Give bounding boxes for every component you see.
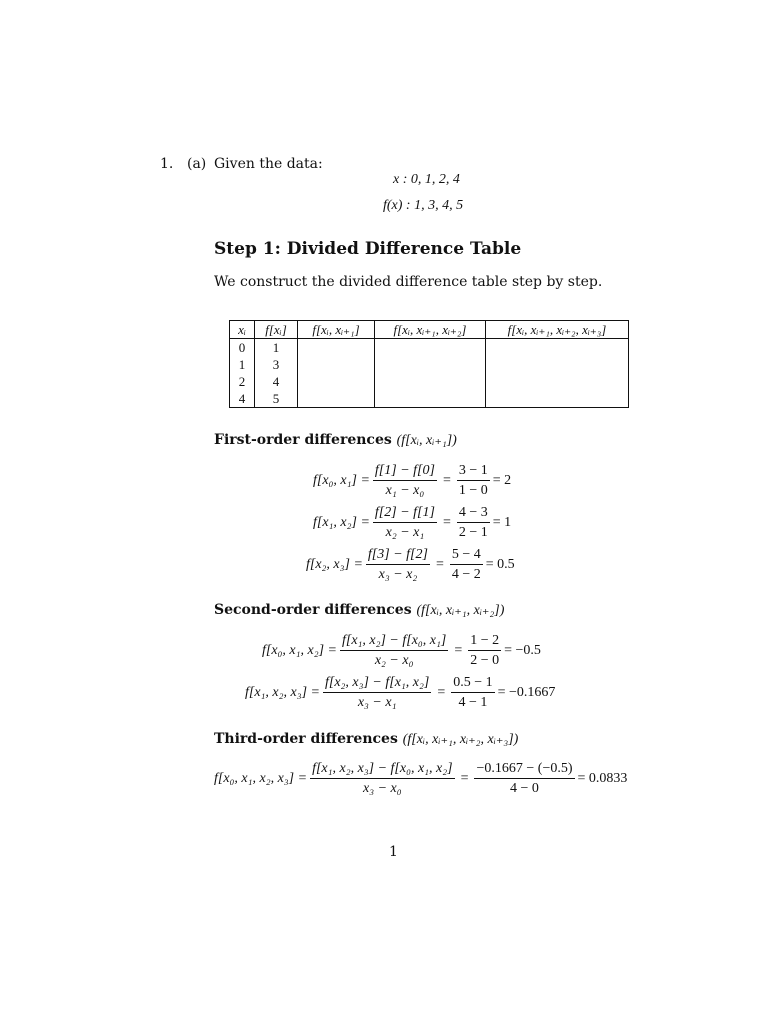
table-cell: 2 (230, 373, 255, 390)
equation-first-order-2 (313, 504, 511, 541)
fraction-denominator: 1 − 0 (458, 483, 488, 498)
second-order-heading (214, 602, 504, 619)
fraction (310, 760, 455, 797)
equation-result: = 0.5 (485, 556, 515, 572)
table-row (230, 356, 629, 373)
divided-difference-table (229, 320, 629, 408)
fraction (373, 462, 437, 499)
equals-sign: = (442, 472, 451, 488)
fraction-numerator: −0.1667 − (−0.5) (474, 760, 574, 779)
equation-third-order-1 (214, 760, 627, 797)
table-row (230, 373, 629, 390)
fraction (323, 674, 431, 711)
first-order-heading-math: (f[xᵢ, xᵢ₊₁]) (396, 433, 457, 448)
table-row (230, 339, 629, 357)
table-cell (486, 356, 629, 373)
equation-result: = 0.0833 (577, 770, 628, 786)
table-header-cell: xᵢ (230, 321, 255, 339)
equation-result: = −0.5 (504, 642, 541, 658)
table-cell (375, 390, 486, 408)
fraction-denominator: 2 − 0 (470, 653, 500, 668)
table-header-cell: f[xᵢ, xᵢ₊₁, xᵢ₊₂] (375, 321, 486, 339)
table-cell: 5 (255, 390, 298, 408)
table-cell (298, 373, 375, 390)
fraction (450, 546, 483, 583)
table-cell: 3 (255, 356, 298, 373)
equation-second-order-2 (245, 674, 555, 711)
equation-result: = 1 (492, 514, 512, 530)
fraction-numerator: f[x₁, x₂, x₃] − f[x₀, x₁, x₂] (310, 760, 455, 779)
table-cell: 0 (230, 339, 255, 357)
table-cell (486, 390, 629, 408)
fraction-denominator: 4 − 1 (458, 695, 488, 710)
fraction-denominator: x₃ − x₀ (363, 781, 402, 796)
fraction (373, 504, 437, 541)
fraction-numerator: 3 − 1 (457, 462, 490, 481)
second-order-heading-text: Second-order differences (214, 602, 412, 618)
fraction-numerator: 1 − 2 (468, 632, 501, 651)
equals-sign: = (460, 770, 469, 786)
equals-sign: = (442, 514, 451, 530)
fraction (457, 504, 490, 541)
table-cell (298, 339, 375, 357)
table-header-cell: f[xᵢ, xᵢ₊₁] (298, 321, 375, 339)
fraction-denominator: x₂ − x₀ (374, 653, 414, 668)
problem-number: 1. (160, 156, 174, 172)
table-cell (486, 373, 629, 390)
fraction-denominator: 2 − 1 (458, 525, 488, 540)
fraction (340, 632, 448, 669)
equation-first-order-1 (313, 462, 511, 499)
fraction-numerator: 4 − 3 (457, 504, 490, 523)
fraction-numerator: f[3] − f[2] (366, 546, 430, 565)
table-cell (375, 356, 486, 373)
equals-sign: = (454, 642, 463, 658)
equation-lhs: f[x₀, x₁] = (313, 472, 370, 488)
table-cell (375, 339, 486, 357)
equation-lhs: f[x₀, x₁, x₂, x₃] = (214, 770, 308, 786)
table-header-cell: f[xᵢ, xᵢ₊₁, xᵢ₊₂, xᵢ₊₃] (486, 321, 629, 339)
fraction-numerator: f[x₁, x₂] − f[x₀, x₁] (340, 632, 448, 651)
table-cell (298, 390, 375, 408)
fraction (457, 462, 490, 499)
table-cell (486, 339, 629, 357)
fraction-denominator: x₁ − x₀ (385, 483, 425, 498)
equals-sign: = (437, 684, 446, 700)
table-cell (375, 373, 486, 390)
fraction-denominator: x₃ − x₁ (357, 695, 397, 710)
fraction-denominator: 4 − 0 (510, 781, 539, 796)
fraction (366, 546, 430, 583)
equation-lhs: f[x₁, x₂, x₃] = (245, 684, 320, 700)
fraction (451, 674, 494, 711)
third-order-heading (214, 731, 518, 748)
equation-lhs: f[x₁, x₂] = (313, 514, 370, 530)
fraction (474, 760, 574, 797)
fraction-denominator: 4 − 2 (451, 567, 481, 582)
fraction-denominator: x₂ − x₁ (385, 525, 425, 540)
table-header-cell: f[xᵢ] (255, 321, 298, 339)
fraction-denominator: x₃ − x₂ (378, 567, 418, 582)
third-order-heading-text: Third-order differences (214, 731, 398, 747)
fraction-numerator: 5 − 4 (450, 546, 483, 565)
equation-result: = −0.1667 (497, 684, 556, 700)
fraction-numerator: f[2] − f[1] (373, 504, 437, 523)
fraction-numerator: 0.5 − 1 (451, 674, 494, 693)
table-cell: 1 (255, 339, 298, 357)
table-cell (298, 356, 375, 373)
equation-second-order-1 (262, 632, 541, 669)
fraction-numerator: f[1] − f[0] (373, 462, 437, 481)
x-data-line: x : 0, 1, 2, 4 (393, 172, 460, 187)
table-cell: 4 (230, 390, 255, 408)
equation-result: = 2 (492, 472, 512, 488)
fx-data-line: f(x) : 1, 3, 4, 5 (383, 198, 464, 213)
equation-lhs: f[x₀, x₁, x₂] = (262, 642, 337, 658)
table-header-row (230, 321, 629, 339)
table-cell: 4 (255, 373, 298, 390)
problem-intro: Given the data: (214, 156, 323, 172)
first-order-heading (214, 432, 457, 449)
second-order-heading-math: (f[xᵢ, xᵢ₊₁, xᵢ₊₂]) (416, 603, 505, 618)
table-cell: 1 (230, 356, 255, 373)
step1-heading: Step 1: Divided Difference Table (214, 239, 522, 259)
equation-first-order-3 (306, 546, 515, 583)
first-order-heading-text: First-order differences (214, 432, 392, 448)
equals-sign: = (435, 556, 444, 572)
table-row (230, 390, 629, 408)
fraction-numerator: f[x₂, x₃] − f[x₁, x₂] (323, 674, 431, 693)
step1-paragraph: We construct the divided difference table step by step. (214, 274, 603, 290)
problem-part: (a) (187, 156, 207, 172)
page-number: 1 (389, 844, 398, 860)
fraction (468, 632, 501, 669)
equation-lhs: f[x₂, x₃] = (306, 556, 363, 572)
third-order-heading-math: (f[xᵢ, xᵢ₊₁, xᵢ₊₂, xᵢ₊₃]) (402, 732, 519, 747)
